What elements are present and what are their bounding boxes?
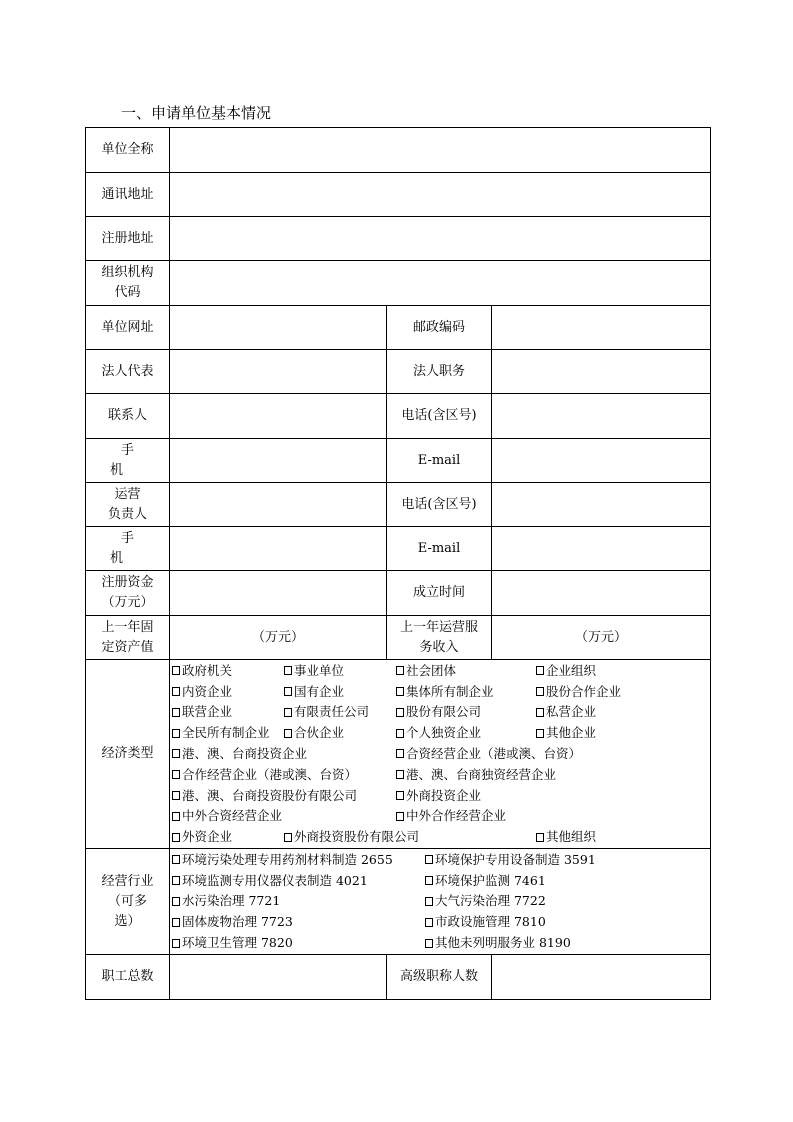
industry-option[interactable] [172, 850, 425, 870]
postcode-label: 邮政编码 [387, 306, 492, 350]
econ-option[interactable] [172, 723, 284, 743]
service-income-label-line1: 上一年运营服 [399, 619, 478, 635]
checkbox-icon[interactable] [172, 708, 180, 717]
service-income-field[interactable] [492, 616, 711, 660]
econ-option-row [172, 744, 710, 765]
econ-option-row [172, 723, 710, 744]
checkbox-icon[interactable] [172, 833, 180, 842]
econ-option-label: 合资经营企业（港或澳、台资） [406, 745, 582, 761]
checkbox-icon[interactable] [284, 666, 292, 675]
industry-label [86, 849, 170, 955]
econ-option[interactable] [172, 661, 284, 681]
email-label: E-mail [387, 439, 492, 483]
reg-address-label: 注册地址 [86, 217, 170, 261]
econ-option-label: 个人独资企业 [406, 725, 482, 741]
checkbox-icon[interactable] [172, 729, 180, 738]
reg-capital-label-line1: 注册资金 [101, 575, 154, 590]
industry-option-label: 环境保护专用设备制造 3591 [435, 851, 596, 867]
org-code-label-line2: 代码 [114, 285, 141, 300]
industry-label-line2: （可多 [107, 893, 147, 909]
phone-label: 电话(含区号) [387, 394, 492, 439]
econ-option-label: 集体所有制企业 [406, 683, 494, 699]
econ-option[interactable] [172, 827, 284, 847]
legal-rep-label: 法人代表 [86, 350, 170, 394]
industry-option-row [172, 933, 710, 954]
industry-option[interactable] [425, 871, 546, 891]
staff-total-label: 职工总数 [86, 955, 170, 1000]
checkbox-icon[interactable] [172, 791, 180, 800]
econ-option-label: 合作经营企业（港或澳、台资） [182, 766, 358, 782]
checkbox-icon[interactable] [396, 729, 404, 738]
reg-capital-label [86, 571, 170, 616]
econ-option-label: 中外合资经营企业 [182, 808, 283, 824]
industry-option-row [172, 850, 710, 871]
industry-option[interactable] [425, 850, 596, 870]
econ-option-row [172, 681, 710, 702]
address-label: 通讯地址 [86, 173, 170, 217]
econ-option-label: 企业组织 [546, 662, 597, 678]
staff-total-field[interactable] [170, 955, 387, 1000]
mobile-label [86, 439, 170, 483]
econ-option[interactable] [172, 682, 284, 702]
industry-option[interactable] [172, 912, 425, 932]
industry-label-line1: 经营行业 [101, 873, 154, 889]
econ-option[interactable] [172, 786, 396, 806]
econ-option-label: 港、澳、台商投资企业 [182, 745, 308, 761]
econ-option-label: 合伙企业 [294, 725, 345, 741]
application-form [85, 127, 710, 994]
econ-option[interactable] [172, 806, 396, 826]
econ-type-label: 经济类型 [86, 660, 170, 849]
checkbox-icon[interactable] [425, 897, 433, 906]
industry-option[interactable] [172, 871, 425, 891]
econ-option-label: 政府机关 [182, 662, 233, 678]
checkbox-icon[interactable] [536, 833, 544, 842]
checkbox-icon[interactable] [284, 687, 292, 696]
service-income-label [387, 616, 492, 660]
org-code-field[interactable] [170, 261, 711, 306]
econ-option[interactable] [536, 827, 596, 847]
legal-title-field[interactable] [492, 350, 711, 394]
econ-option-label: 股份合作企业 [546, 683, 622, 699]
industry-option[interactable] [172, 891, 425, 911]
service-income-unit: （万元） [575, 629, 628, 645]
fixed-assets-label-line2: 定资产值 [101, 639, 154, 655]
econ-option-row [172, 764, 710, 785]
industry-option-label: 大气污染治理 7722 [435, 893, 546, 909]
econ-option-label: 股份有限公司 [406, 704, 482, 720]
econ-option-label: 事业单位 [294, 662, 345, 678]
checkbox-icon[interactable] [284, 708, 292, 717]
econ-option[interactable] [284, 661, 396, 681]
econ-option[interactable] [172, 744, 396, 764]
checkbox-icon[interactable] [425, 918, 433, 927]
address-field[interactable] [170, 173, 711, 217]
founded-label: 成立时间 [387, 571, 492, 616]
econ-option[interactable] [396, 682, 536, 702]
industry-option-label: 环境保护监测 7461 [435, 872, 546, 888]
industry-option-label: 环境卫生管理 7820 [182, 935, 293, 951]
checkbox-icon[interactable] [425, 876, 433, 885]
checkbox-icon[interactable] [396, 708, 404, 717]
econ-option-label: 全民所有制企业 [182, 725, 270, 741]
industry-option-label: 市政设施管理 7810 [435, 914, 546, 930]
checkbox-icon[interactable] [172, 939, 180, 948]
checkbox-icon[interactable] [396, 812, 404, 821]
mobile-field[interactable] [170, 439, 387, 483]
econ-option[interactable] [172, 702, 284, 722]
email-field[interactable] [492, 439, 711, 483]
econ-option-label: 外资企业 [182, 829, 233, 845]
email2-field[interactable] [492, 527, 711, 571]
checkbox-icon[interactable] [284, 729, 292, 738]
industry-option-label: 固体废物治理 7723 [182, 914, 293, 930]
econ-option-label: 港、澳、台商独资经营企业 [406, 766, 557, 782]
econ-option[interactable] [396, 723, 536, 743]
econ-option-row [172, 785, 710, 806]
email2-label: E-mail [387, 527, 492, 571]
senior-staff-label: 高级职称人数 [387, 955, 492, 1000]
checkbox-icon[interactable] [172, 770, 180, 779]
phone-field[interactable] [492, 394, 711, 439]
fixed-assets-field[interactable] [170, 616, 387, 660]
checkbox-icon[interactable] [396, 687, 404, 696]
website-field[interactable] [170, 306, 387, 350]
checkbox-icon[interactable] [172, 918, 180, 927]
econ-option-label: 外商投资企业 [406, 787, 482, 803]
fixed-assets-label-line1: 上一年固 [101, 619, 154, 635]
legal-title-label: 法人职务 [387, 350, 492, 394]
mobile2-label [86, 527, 170, 571]
phone2-field[interactable] [492, 483, 711, 527]
industry-option[interactable] [425, 912, 546, 932]
econ-option-label: 私营企业 [546, 704, 597, 720]
econ-option-label: 其他企业 [546, 725, 597, 741]
checkbox-icon[interactable] [396, 666, 404, 675]
industry-option-row [172, 870, 710, 891]
reg-capital-label-line2: （万元） [101, 595, 154, 610]
checkbox-icon[interactable] [396, 749, 404, 758]
fixed-assets-label [86, 616, 170, 660]
ops-head-label-line1: 运营 [114, 486, 141, 502]
mobile2-field[interactable] [170, 527, 387, 571]
econ-option-row [172, 660, 710, 681]
reg-capital-field[interactable] [170, 571, 387, 616]
org-code-label [86, 261, 170, 306]
checkbox-icon[interactable] [172, 876, 180, 885]
industry-option-row [172, 912, 710, 933]
checkbox-icon[interactable] [425, 855, 433, 864]
econ-option[interactable] [284, 682, 396, 702]
checkbox-icon[interactable] [536, 666, 544, 675]
mobile-label-text: 手机 [109, 442, 156, 478]
econ-option-row [172, 806, 710, 827]
ops-head-field[interactable] [170, 483, 387, 527]
econ-option[interactable] [396, 702, 536, 722]
unit-name-field[interactable] [170, 128, 711, 173]
service-income-label-line2: 务收入 [419, 639, 459, 655]
checkbox-icon[interactable] [284, 833, 292, 842]
industry-option-label: 环境监测专用仪器仪表制造 4021 [182, 872, 368, 888]
econ-option-label: 有限责任公司 [294, 704, 370, 720]
econ-option[interactable] [396, 806, 506, 826]
econ-option-label: 社会团体 [406, 662, 457, 678]
contact-label: 联系人 [86, 394, 170, 439]
checkbox-icon[interactable] [172, 812, 180, 821]
checkbox-icon[interactable] [396, 791, 404, 800]
checkbox-icon[interactable] [536, 687, 544, 696]
checkbox-icon[interactable] [536, 729, 544, 738]
econ-option[interactable] [284, 827, 536, 847]
econ-option-label: 中外合作经营企业 [406, 808, 507, 824]
website-label: 单位网址 [86, 306, 170, 350]
econ-option-row [172, 827, 710, 848]
reg-address-field[interactable] [170, 217, 711, 261]
contact-field[interactable] [170, 394, 387, 439]
econ-option-row [172, 702, 710, 723]
checkbox-icon[interactable] [172, 749, 180, 758]
senior-staff-field[interactable] [492, 955, 711, 1000]
econ-option[interactable] [172, 765, 396, 785]
checkbox-icon[interactable] [172, 855, 180, 864]
industry-option[interactable] [172, 933, 425, 953]
industry-label-line3: 选） [114, 913, 141, 929]
checkbox-icon[interactable] [536, 708, 544, 717]
econ-option[interactable] [396, 744, 581, 764]
econ-option[interactable] [284, 702, 396, 722]
econ-option[interactable] [536, 661, 636, 681]
ops-head-label [86, 483, 170, 527]
industry-options [170, 849, 711, 955]
checkbox-icon[interactable] [396, 770, 404, 779]
section-title: 一、申请单位基本情况 [121, 104, 272, 122]
econ-option[interactable] [396, 786, 481, 806]
econ-option-label: 联营企业 [182, 704, 233, 720]
econ-option-label: 内资企业 [182, 683, 233, 699]
checkbox-icon[interactable] [172, 666, 180, 675]
checkbox-icon[interactable] [172, 897, 180, 906]
checkbox-icon[interactable] [425, 939, 433, 948]
econ-type-options [170, 660, 711, 849]
legal-rep-field[interactable] [170, 350, 387, 394]
industry-option-label: 环境污染处理专用药剂材料制造 2655 [182, 851, 393, 867]
founded-field[interactable] [492, 571, 711, 616]
industry-option-label: 其他未列明服务业 8190 [435, 935, 571, 951]
mobile2-label-text: 手机 [109, 530, 156, 566]
industry-option-row [172, 891, 710, 912]
econ-option[interactable] [536, 682, 636, 702]
econ-option[interactable] [396, 661, 536, 681]
unit-name-label: 单位全称 [86, 128, 170, 173]
econ-option-label: 国有企业 [294, 683, 345, 699]
econ-option[interactable] [536, 723, 636, 743]
checkbox-icon[interactable] [172, 687, 180, 696]
fixed-assets-unit: （万元） [251, 629, 304, 645]
econ-option-label: 其他组织 [546, 829, 597, 845]
org-code-label-line1: 组织机构 [101, 265, 154, 280]
industry-option[interactable] [425, 933, 571, 953]
econ-option[interactable] [284, 723, 396, 743]
ops-head-label-line2: 负责人 [107, 506, 147, 522]
econ-option[interactable] [536, 702, 636, 722]
industry-option-label: 水污染治理 7721 [182, 893, 281, 909]
econ-option-label: 外商投资股份有限公司 [294, 829, 420, 845]
econ-option[interactable] [396, 765, 556, 785]
econ-option-label: 港、澳、台商投资股份有限公司 [182, 787, 358, 803]
industry-option[interactable] [425, 891, 546, 911]
postcode-field[interactable] [492, 306, 711, 350]
phone2-label: 电话(含区号) [387, 483, 492, 527]
